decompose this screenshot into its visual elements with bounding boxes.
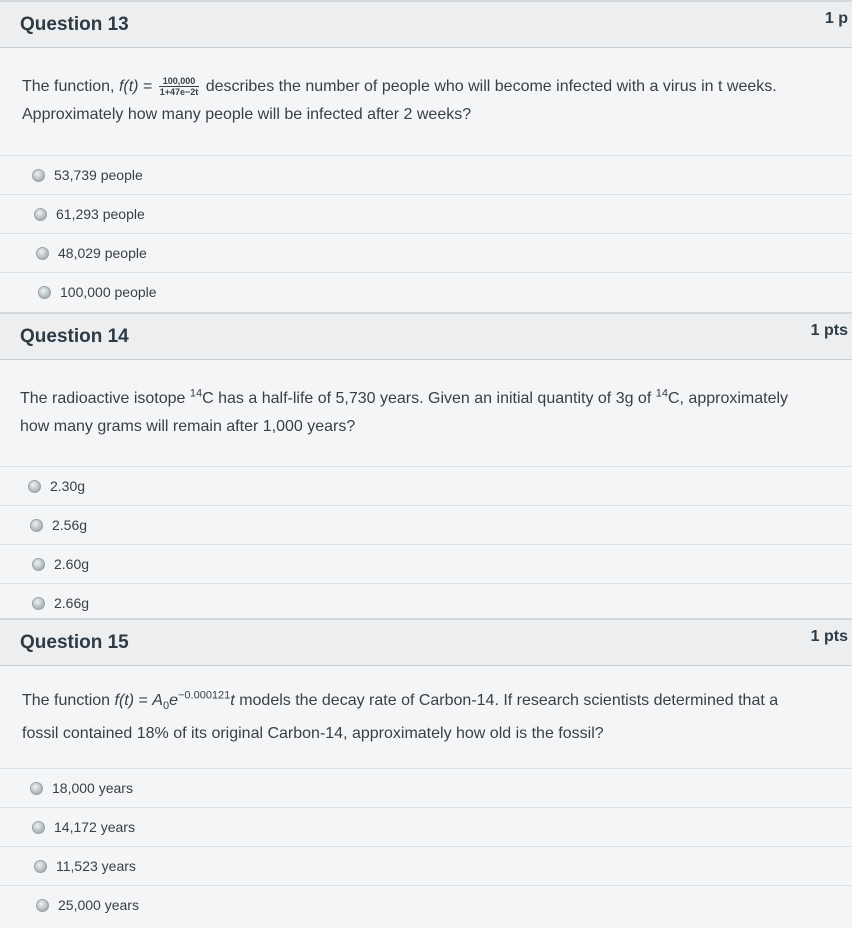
answer-list [0,155,852,311]
function-name: f(t) [118,78,139,95]
answer-list [0,466,852,618]
radio-button-icon[interactable] [30,782,43,795]
question-text-part: models the decay rate of Carbon-14. If research scientists determined that a [234,692,779,709]
answer-label: 14,172 years [54,819,135,835]
answer-label: 100,000 people [60,284,157,300]
answer-option[interactable] [0,194,852,233]
question-text-line: how many grams will remain after 1,000 years? [20,418,356,435]
answer-option[interactable] [0,466,852,505]
answer-option[interactable] [0,544,852,583]
radio-button-icon[interactable] [30,519,43,532]
answer-label: 2.56g [52,517,88,533]
answer-label: 2.30g [50,478,86,494]
question-text-part: The function [22,692,115,709]
question-text-line: Approximately how many people will be infected after 2 weeks? [22,106,472,123]
radio-button-icon[interactable] [38,286,51,299]
radio-button-icon[interactable] [28,480,41,493]
answer-option[interactable] [0,233,852,272]
question-text [22,72,842,130]
radio-button-icon[interactable] [32,821,45,834]
answer-label: 61,293 people [56,206,145,222]
answer-label: 48,029 people [58,245,147,261]
question-points: 1 pts [810,322,848,339]
answer-option[interactable] [0,846,852,885]
variable-e: e [169,692,178,709]
answer-label: 2.60g [54,556,90,572]
question-title: Question 14 [20,326,129,347]
answer-label: 18,000 years [52,780,133,796]
question-15-panel [0,618,852,928]
question-text [20,384,840,442]
fraction-denominator: 1+47e−2t [159,87,199,98]
superscript: 14 [189,387,203,400]
answer-option[interactable] [0,505,852,544]
subscript: 0 [162,700,170,713]
variable-t: t [230,692,235,709]
answer-option[interactable] [0,155,852,194]
answer-label: 53,739 people [54,167,143,183]
radio-button-icon[interactable] [36,247,49,260]
question-header [0,620,852,666]
question-text-part: The function, [22,78,119,95]
question-title: Question 13 [20,14,129,35]
radio-button-icon[interactable] [34,208,47,221]
superscript: 14 [655,387,668,400]
answer-label: 25,000 years [58,897,139,913]
question-points: 1 pts [810,628,848,645]
answer-list [0,768,852,924]
question-text-part: C has a half-life of 5,730 years. Given an initial quantity of 3g of [202,390,656,407]
question-text-part: = [138,78,157,95]
question-header [0,314,852,360]
answer-option[interactable] [0,885,852,924]
answer-option[interactable] [0,272,852,311]
variable-a: A [152,692,163,709]
question-title: Question 15 [20,632,129,653]
answer-label: 2.66g [54,595,90,611]
question-13-panel [0,0,852,312]
question-header [0,2,852,48]
answer-option[interactable] [0,768,852,807]
question-text-part: = [134,692,153,709]
answer-option[interactable] [0,807,852,846]
fraction-numerator: 100,000 [159,76,200,87]
exponent: −0.000121 [177,689,231,702]
answer-label: 11,523 years [56,858,136,874]
question-text-part: C, approximately [667,390,789,407]
question-text [22,686,842,749]
radio-button-icon[interactable] [36,899,49,912]
function-name: f(t) [114,692,135,709]
question-points: 1 p [824,10,848,27]
answer-option[interactable] [0,583,852,618]
question-text-part: The radioactive isotope [20,390,190,407]
fraction [159,76,200,97]
radio-button-icon[interactable] [32,558,45,571]
question-14-panel [0,312,852,618]
radio-button-icon[interactable] [34,860,47,873]
question-text-part: describes the number of people who will become infected with a virus in t weeks. [201,78,777,95]
question-text-line: fossil contained 18% of its original Carbon-14, approximately how old is the fossil? [22,725,604,743]
radio-button-icon[interactable] [32,169,45,182]
radio-button-icon[interactable] [32,597,45,610]
